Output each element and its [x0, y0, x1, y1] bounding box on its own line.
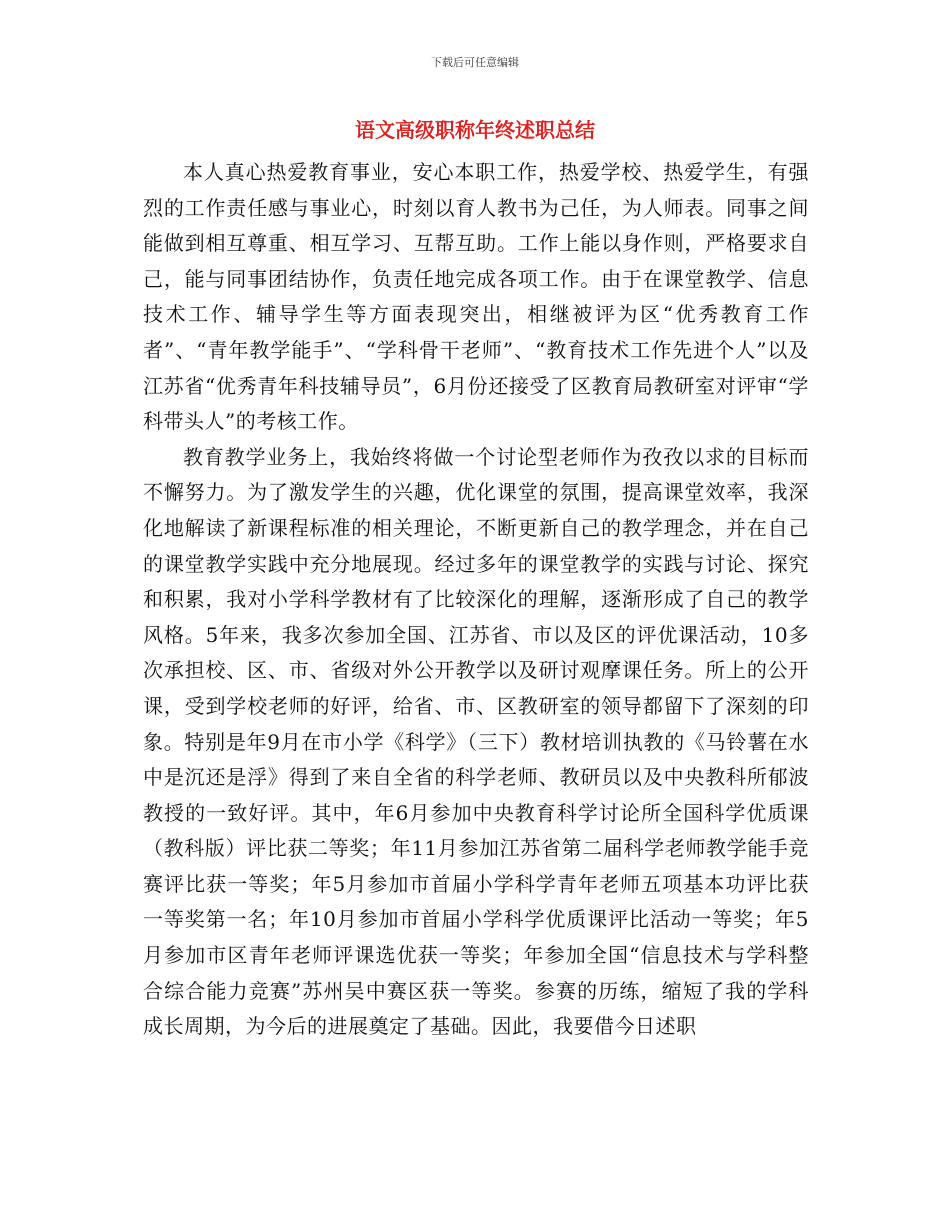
- document-body: [143, 155, 809, 1045]
- document-title: 语文高级职称年终述职总结: [355, 118, 595, 142]
- paragraph-1: 本人真心热爱教育事业，安心本职工作，热爱学校、热爱学生，有强烈的工作责任感与事业心，时刻以育人教书为己任，为人师表。同事之间能做到相互尊重、相互学习、互帮互助。工作上能以身作则，严格要求自己，能与同事团结协作，负责任地完成各项工作。由于在课堂教学、信息技术工作、辅导学生等方面表现突出，相继被评为区“优秀教育工作者”、“青年教学能手”、“学科骨干老师”、“教育技术工作先进个人”以及江苏省“优秀青年科技辅导员”，6月份还接受了区教育局教研室对评审“学科带头人”的考核工作。: [143, 160, 809, 434]
- header-note: 下载后可任意编辑: [431, 56, 519, 69]
- paragraph-2: 教育教学业务上，我始终将做一个讨论型老师作为孜孜以求的目标而不懈努力。为了激发学生的兴趣，优化课堂的氛围，提高课堂效率，我深化地解读了新课程标准的相关理论，不断更新自己的教学理念，并在自己的课堂教学实践中充分地展现。经过多年的课堂教学的实践与讨论、探究和积累，我对小学科学教材有了比较深化的理解，逐渐形成了自己的教学风格。5年来，我多次参加全国、江苏省、市以及区的评优课活动，10多次承担校、区、市、省级对外公开教学以及研讨观摩课任务。所上的公开课，受到学校老师的好评，给省、市、区教研室的领导都留下了深刻的印象。特别是年9月在市小学《科学》（三下）教材培训执教的《马铃薯在水中是沉还是浮》得到了来自全省的科学老师、教研员以及中央教科所郁波教授的一致好评。其中，年6月参加中央教育科学讨论所全国科学优质课（教科版）评比获二等奖；年11月参加江苏省第二届科学老师教学能手竞赛评比获一等奖；年5月参加市首届小学科学青年老师五项基本功评比获一等奖第一名；年10月参加市首届小学科学优质课评比活动一等奖；年5月参加市区青年老师评课选优获一等奖；年参加全国“信息技术与学科整合综合能力竞赛”苏州吴中赛区获一等奖。参赛的历练，缩短了我的学科成长周期，为今后的进展奠定了基础。因此，我要借今日述职: [143, 444, 809, 1039]
